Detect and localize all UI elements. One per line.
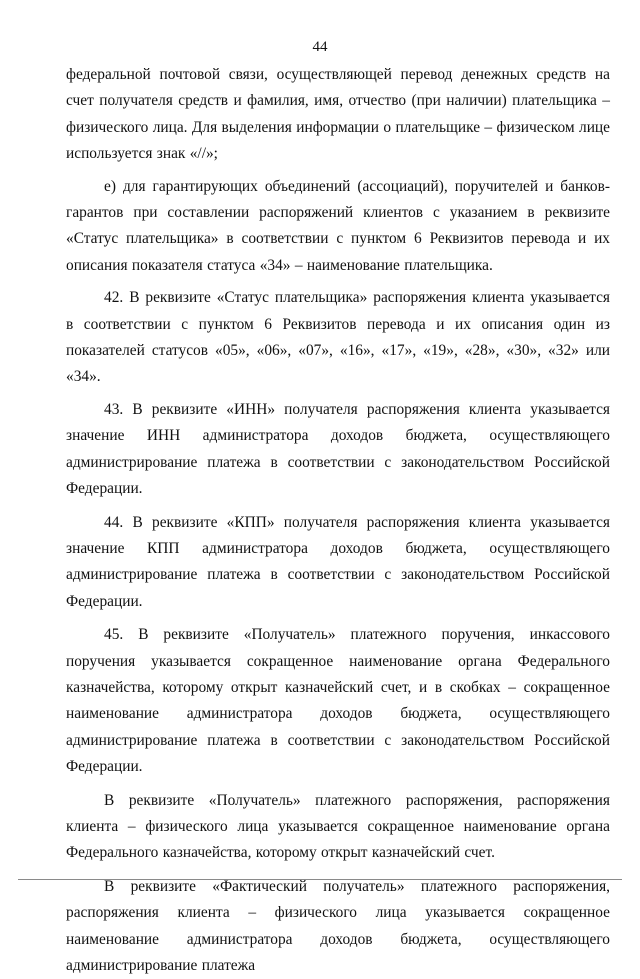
paragraph-actual-recipient: В реквизите «Фактический получатель» платежного распоряжения, распоряжения клиента – физического лица указывается сокращенное наименование администратора доходов бюджета, осуществляющего администрирование платежа [66, 877, 610, 974]
paragraph-item-e: е) для гарантирующих объединений (ассоциаций), поручителей и банков-гарантов при составлении распоряжений клиентов с указанием в реквизите «Статус плательщика» в соответствии с пунктом 6 Реквизитов перевода и их описания показателя статуса «34» – наименование плательщика. [66, 177, 610, 274]
paragraph-clause-44: 44. В реквизите «КПП» получателя распоряжения клиента указывается значение КПП администратора доходов бюджета, осуществляющего администрирование платежа в соответствии с законодательством Российской Федерации. [66, 513, 610, 610]
page-number: 44 [312, 39, 328, 55]
paragraph-recipient: В реквизите «Получатель» платежного распоряжения, распоряжения клиента – физического лица указывается сокращенное наименование органа Федерального казначейства, которому открыт казначейский счет. [66, 791, 610, 862]
document-body [66, 62, 610, 979]
paragraph-clause-45: 45. В реквизите «Получатель» платежного поручения, инкассового поручения указывается сокращенное наименование органа Федерального казначейства, которому открыт казначейский счет, и в скобках – сокращенное наименование администратора доходов бюджета, осуществляющего администрирование платежа в соответствии с законодательством Российской Федерации. [66, 626, 610, 776]
paragraph-clause-42: 42. В реквизите «Статус плательщика» распоряжения клиента указывается в соответствии с пунктом 6 Реквизитов перевода и их описания один из показателей статусов «05», «06», «07», «16», «17», «19», «28», «30», «32» или «34». [66, 289, 610, 386]
paragraph-clause-43: 43. В реквизите «ИНН» получателя распоряжения клиента указывается значение ИНН администратора доходов бюджета, осуществляющего администрирование платежа в соответствии с законодательством Российской Федерации. [66, 400, 610, 498]
paragraph-continuation: федеральной почтовой связи, осуществляющей перевод денежных средств на счет получателя средств и фамилия, имя, отчество (при наличии) плательщика – физического лица. Для выделения информации о плательщике – физическом лице используется знак «//»; [66, 66, 610, 163]
scan-edge-line [18, 879, 622, 880]
